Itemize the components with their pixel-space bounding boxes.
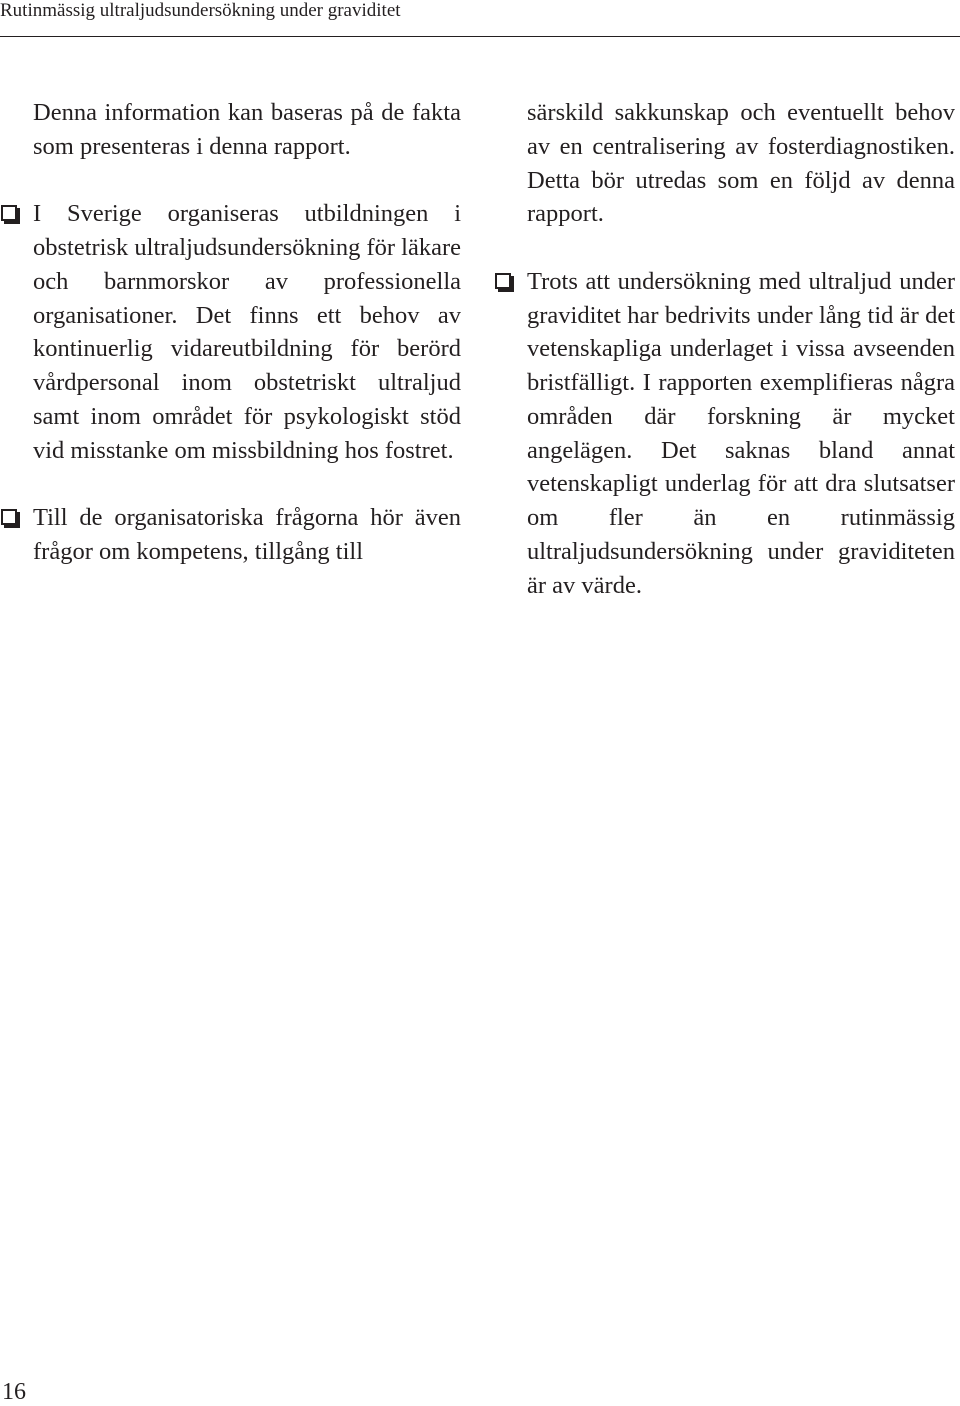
left-column bbox=[33, 96, 461, 602]
checkbox-bullet-icon bbox=[0, 197, 33, 231]
bullet-text: Trots att undersökning med ultraljud under graviditet har bedrivits under lång tid är det vetenskapliga underlaget i vissa avseenden bristfälligt. I rapporten exemplifieras några områden där forskning är mycket angelägen. Det saknas bland annat vetenskapligt underlag för att dra slutsatser om fler än en rutinmässig ultraljudsundersökning under graviditeten är av värde. bbox=[527, 267, 955, 599]
bullet-paragraph bbox=[33, 501, 461, 569]
page-number: 16 bbox=[2, 1379, 26, 1405]
header-divider bbox=[0, 36, 960, 37]
intro-paragraph: Denna information kan baseras på de fakta som presenteras i denna rapport. bbox=[33, 99, 461, 160]
bullet-paragraph bbox=[33, 197, 461, 467]
checkbox-bullet-icon bbox=[494, 265, 527, 299]
bullet-text: Till de organisatoriska frågorna hör även frågor om kompetens, tillgång till bbox=[33, 504, 461, 565]
checkbox-bullet-icon bbox=[0, 501, 33, 535]
bullet-text: I Sverige organiseras utbildningen i obstetrisk ultraljudsundersökning för läkare och barnmorskor av professionella organisationer. Det finns ett behov av kontinuerlig vidareutbildning för berörd vårdpersonal inom obstetriskt ultraljud samt inom området för psykologiskt stöd vid misstanke om missbildning hos fostret. bbox=[33, 200, 461, 464]
bullet-paragraph bbox=[527, 265, 955, 603]
continued-paragraph: särskild sakkunskap och eventuellt behov av en centralisering av fosterdiagnostiken. Detta bör utredas som en följd av denna rapport. bbox=[527, 99, 955, 228]
running-header: Rutinmässig ultraljudsundersökning under graviditet bbox=[0, 0, 401, 21]
right-column bbox=[527, 96, 955, 636]
